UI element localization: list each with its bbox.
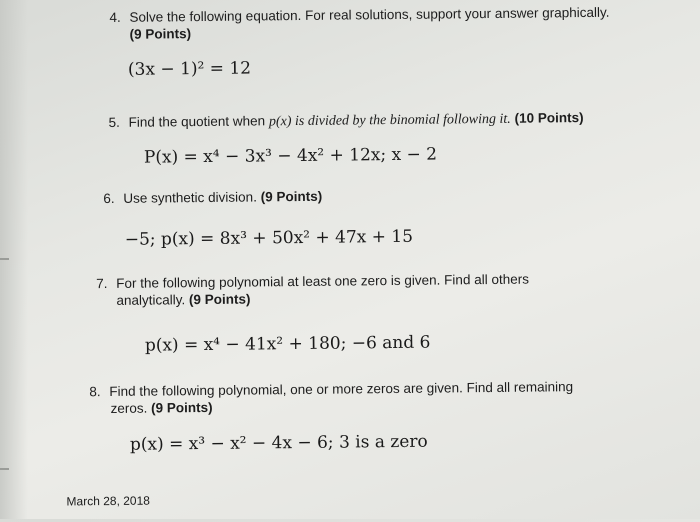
question-5-points: (10 Points): [514, 110, 584, 126]
question-number: 6.: [103, 190, 115, 207]
question-6-points: (9 Points): [260, 188, 323, 205]
question-text: analytically.: [116, 292, 186, 308]
question-number: 7.: [96, 276, 108, 292]
question-5: [108, 109, 583, 132]
question-6-equation: −5; p(x) = 8x³ + 50x² + 47x + 15: [124, 226, 414, 250]
date-footer: March 28, 2018: [66, 493, 150, 509]
question-text: zeros.: [110, 400, 148, 416]
question-text: Find the quotient when: [128, 113, 266, 130]
question-number: 8.: [89, 384, 101, 400]
question-7: [96, 271, 529, 293]
question-text: Find the following polynomial, one or more zeros are given. Find all remaining: [109, 379, 574, 400]
question-8: [89, 378, 573, 400]
question-number: 5.: [108, 114, 120, 130]
question-4: [109, 4, 609, 26]
question-7-equation: p(x) = x⁴ − 41x² + 180; −6 and 6: [144, 332, 431, 356]
question-4-equation: (3x − 1)² = 12: [127, 58, 252, 80]
question-text-italic: p(x) is divided by the binomial following it.: [268, 111, 511, 130]
question-7-points: (9 Points): [188, 291, 251, 308]
question-text: Use synthetic division.: [123, 189, 257, 206]
question-8-line2: [110, 399, 212, 417]
question-text: For the following polynomial at least one zero is given. Find all others: [116, 271, 530, 291]
question-5-equation: P(x) = x⁴ − 3x³ − 4x² + 12x; x − 2: [143, 144, 438, 168]
question-text: Solve the following equation. For real solutions, support your answer graphically.: [129, 4, 610, 25]
question-8-points: (9 Points): [150, 399, 213, 416]
question-7-line2: [116, 291, 250, 309]
question-8-equation: p(x) = x³ − x² − 4x − 6; 3 is a zero: [129, 431, 428, 455]
question-4-points: (9 Points): [129, 26, 192, 42]
question-6: [103, 188, 322, 207]
question-number: 4.: [109, 9, 121, 25]
